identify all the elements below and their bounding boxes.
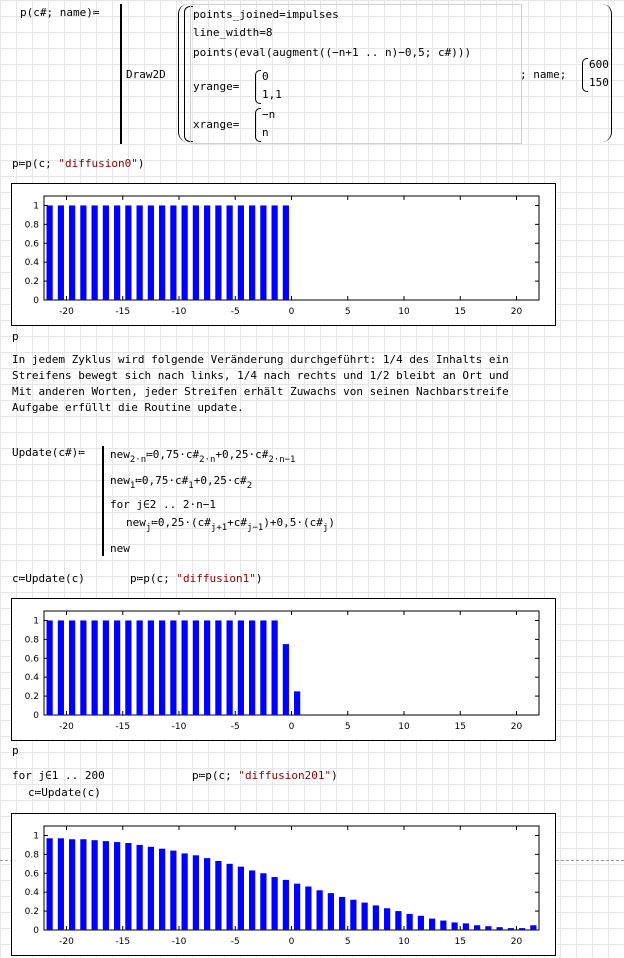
bar: [407, 914, 413, 930]
x-tick-label: 0: [288, 937, 295, 947]
bar: [283, 880, 289, 930]
bar: [125, 843, 131, 930]
bar: [170, 851, 176, 930]
update-line-2: $new_1≔0,75\cdot c\#_1+0,25\cdot c\#_2$: [110, 474, 253, 491]
x-tick-label: -20: [59, 722, 74, 732]
bar: [339, 897, 345, 930]
x-tick-label: 20: [510, 937, 523, 947]
bar: [58, 205, 64, 300]
y-tick-label: 0.6: [24, 654, 39, 665]
x-tick-label: 5: [344, 722, 351, 732]
bar: [47, 620, 53, 715]
bar: [227, 205, 233, 300]
y-tick-label: 0: [33, 926, 39, 936]
bar: [58, 620, 64, 715]
x-tick-label: -15: [115, 307, 131, 317]
bar: [395, 911, 401, 930]
x-tick-label: -10: [171, 937, 187, 947]
bar: [58, 838, 64, 930]
update-bar: [102, 446, 104, 556]
x-tick-label: 20: [510, 722, 523, 732]
bar: [159, 620, 165, 715]
xrange-brace: [255, 108, 261, 142]
bar: [227, 620, 233, 715]
bar: [114, 842, 120, 930]
y-tick-label: 0.2: [24, 907, 39, 918]
bar: [429, 919, 435, 930]
bar: [249, 870, 255, 930]
paragraph-line-1: In jedem Zyklus wird folgende Veränderung durchgeführt: 1/4 des Inhalts ein: [12, 353, 509, 366]
bar: [283, 644, 289, 715]
bar: [215, 861, 221, 930]
bar: [260, 873, 266, 930]
update-line-4: $new_j≔0,25\cdot(c\#_{j+1}+c\#_{j-1})+0,5\cdot(c\#_j)$: [126, 516, 335, 533]
bar: [182, 853, 188, 930]
arg-points-joined: points_joined=impulses: [193, 8, 339, 21]
bar: [373, 905, 379, 930]
bar: [193, 855, 199, 930]
y-tick-label: 0.2: [24, 277, 39, 288]
bar: [530, 925, 536, 930]
bar: [125, 205, 131, 300]
plot-diffusion0[interactable]: [11, 183, 556, 326]
bar: [238, 620, 244, 715]
bar: [125, 620, 131, 715]
yrange-brace: [255, 70, 261, 104]
eval-p-diffusion0[interactable]: p≔p(c; "diffusion0"): [12, 157, 145, 170]
bar: [215, 620, 221, 715]
y-tick-label: 0.4: [24, 888, 39, 899]
x-tick-label: -5: [230, 722, 240, 732]
bar: [69, 839, 75, 930]
bar: [474, 925, 480, 930]
plot-caption-p: p: [12, 330, 19, 343]
bar: [137, 620, 143, 715]
bar: [204, 205, 210, 300]
chart-diffusion0: [12, 184, 555, 325]
bar: [294, 691, 300, 715]
bar: [272, 205, 278, 300]
x-tick-label: -10: [171, 307, 187, 317]
plot-caption-p: p: [12, 744, 19, 757]
bar: [272, 877, 278, 930]
x-tick-label: -15: [115, 937, 131, 947]
update-lhs: Update(c#)≔: [12, 446, 85, 459]
y-tick-label: 1: [33, 616, 39, 627]
arg-points: points(eval(augment((−n+1 .. n)−0,5; c#))): [193, 46, 472, 59]
bar: [294, 884, 300, 930]
y-tick-label: 0: [33, 296, 39, 306]
bar: [114, 205, 120, 300]
x-tick-label: 10: [398, 937, 410, 947]
bar: [148, 847, 154, 930]
y-tick-label: 0: [33, 711, 39, 721]
bar: [69, 205, 75, 300]
arg-yrange-label: yrange=: [193, 80, 240, 93]
bar: [170, 620, 176, 715]
bar: [204, 858, 210, 930]
x-tick-label: 5: [344, 937, 351, 947]
eval-p-diffusion1[interactable]: p≔p(c; "diffusion1"): [130, 572, 263, 585]
y-tick-label: 0.6: [24, 869, 39, 880]
x-tick-label: -20: [59, 307, 74, 317]
bar: [103, 205, 109, 300]
bar: [305, 887, 311, 930]
bar: [328, 893, 334, 930]
bar: [148, 620, 154, 715]
eval-p-diffusion201[interactable]: p≔p(c; "diffusion201"): [192, 769, 338, 782]
y-tick-label: 0.8: [24, 850, 39, 861]
bar: [440, 921, 446, 930]
bar: [182, 205, 188, 300]
loop-line-2[interactable]: c≔Update(c): [28, 786, 101, 799]
bar: [137, 205, 143, 300]
bar: [103, 841, 109, 930]
yrange-v2: 1,1: [262, 88, 282, 101]
xrange-v1: −n: [262, 108, 276, 121]
x-tick-label: -5: [230, 937, 240, 947]
arg-box: [190, 4, 522, 144]
x-tick-label: 10: [398, 307, 410, 317]
bar: [193, 205, 199, 300]
bar: [362, 903, 368, 930]
x-tick-label: 0: [288, 307, 295, 317]
bar: [350, 900, 356, 930]
chart-diffusion1: [12, 599, 555, 740]
bar: [159, 205, 165, 300]
yrange-v1: 0: [262, 70, 269, 83]
bar: [170, 205, 176, 300]
y-tick-label: 1: [33, 201, 39, 212]
chart-diffusion201: [12, 814, 555, 955]
bar: [80, 620, 86, 715]
bar: [92, 620, 98, 715]
bar: [238, 205, 244, 300]
def-p-lhs: p(c#; name)≔: [20, 6, 100, 19]
bar: [193, 620, 199, 715]
bar: [317, 890, 323, 930]
x-tick-label: 5: [344, 307, 351, 317]
y-tick-label: 0.4: [24, 673, 39, 684]
bar: [260, 205, 266, 300]
bar: [249, 620, 255, 715]
update-line-5: new: [110, 542, 130, 555]
bar: [384, 908, 390, 930]
bar: [137, 845, 143, 930]
x-tick-label: -20: [59, 937, 74, 947]
bar: [103, 620, 109, 715]
bar: [272, 620, 278, 715]
x-tick-label: 20: [510, 307, 523, 317]
paragraph-line-2: Streifens bewegt sich nach links, 1/4 nach rechts und 1/2 bleibt an Ort und: [12, 369, 509, 382]
plot-diffusion1[interactable]: [11, 598, 556, 741]
x-tick-label: -10: [171, 722, 187, 732]
arg-line-width: line_width=8: [193, 26, 273, 39]
bar: [47, 838, 53, 930]
x-tick-label: -15: [115, 722, 131, 732]
bar: [92, 205, 98, 300]
eval-update-once[interactable]: c≔Update(c): [12, 572, 85, 585]
update-line-1: $new_{2\cdot n}≔0,75\cdot c\#_{2\cdot n}+0,25\cdot c\#_{2\cdot n-1}$: [110, 448, 296, 465]
name-arg: ; name;: [520, 68, 567, 81]
y-tick-label: 1: [33, 831, 39, 842]
bar: [159, 849, 165, 930]
x-tick-label: 0: [288, 722, 295, 732]
draw2d-fn: Draw2D: [126, 68, 166, 81]
bar: [260, 620, 266, 715]
paragraph-line-4: Aufgabe erfüllt die Routine update.: [12, 401, 244, 414]
bar: [452, 922, 458, 930]
xrange-v2: n: [262, 126, 269, 139]
paragraph-line-3: Mit anderen Worten, jeder Streifen erhält Zuwachs von seinen Nachbarstreife: [12, 385, 509, 398]
bar: [463, 923, 469, 930]
bar: [182, 620, 188, 715]
y-tick-label: 0.8: [24, 635, 39, 646]
y-tick-label: 0.6: [24, 239, 39, 250]
bar: [418, 916, 424, 930]
bar: [148, 205, 154, 300]
bar: [92, 840, 98, 930]
size-v1: 600: [589, 58, 609, 71]
x-tick-label: 15: [454, 937, 466, 947]
bar: [80, 205, 86, 300]
bar: [485, 926, 491, 930]
loop-line-1[interactable]: for j∈1 .. 200: [12, 769, 105, 782]
y-tick-label: 0.4: [24, 258, 39, 269]
x-tick-label: 15: [454, 722, 466, 732]
y-tick-label: 0.8: [24, 220, 39, 231]
plot-diffusion201[interactable]: [11, 813, 556, 956]
y-tick-label: 0.2: [24, 692, 39, 703]
bar: [204, 620, 210, 715]
x-tick-label: 15: [454, 307, 466, 317]
bar: [519, 928, 525, 930]
bar: [238, 867, 244, 930]
bar: [47, 205, 53, 300]
bar: [283, 205, 289, 300]
bar: [249, 205, 255, 300]
x-tick-label: -5: [230, 307, 240, 317]
bar: [497, 927, 503, 930]
def-p-bar: [120, 4, 122, 144]
update-line-3: for j∈2 .. 2·n−1: [110, 498, 216, 511]
size-v2: 150: [589, 76, 609, 89]
bar: [508, 928, 514, 930]
x-tick-label: 10: [398, 722, 410, 732]
bar: [227, 864, 233, 930]
bar: [215, 205, 221, 300]
arg-xrange-label: xrange=: [193, 118, 240, 131]
size-brace: [582, 58, 588, 92]
bar: [69, 620, 75, 715]
bar: [114, 620, 120, 715]
bar: [80, 839, 86, 930]
